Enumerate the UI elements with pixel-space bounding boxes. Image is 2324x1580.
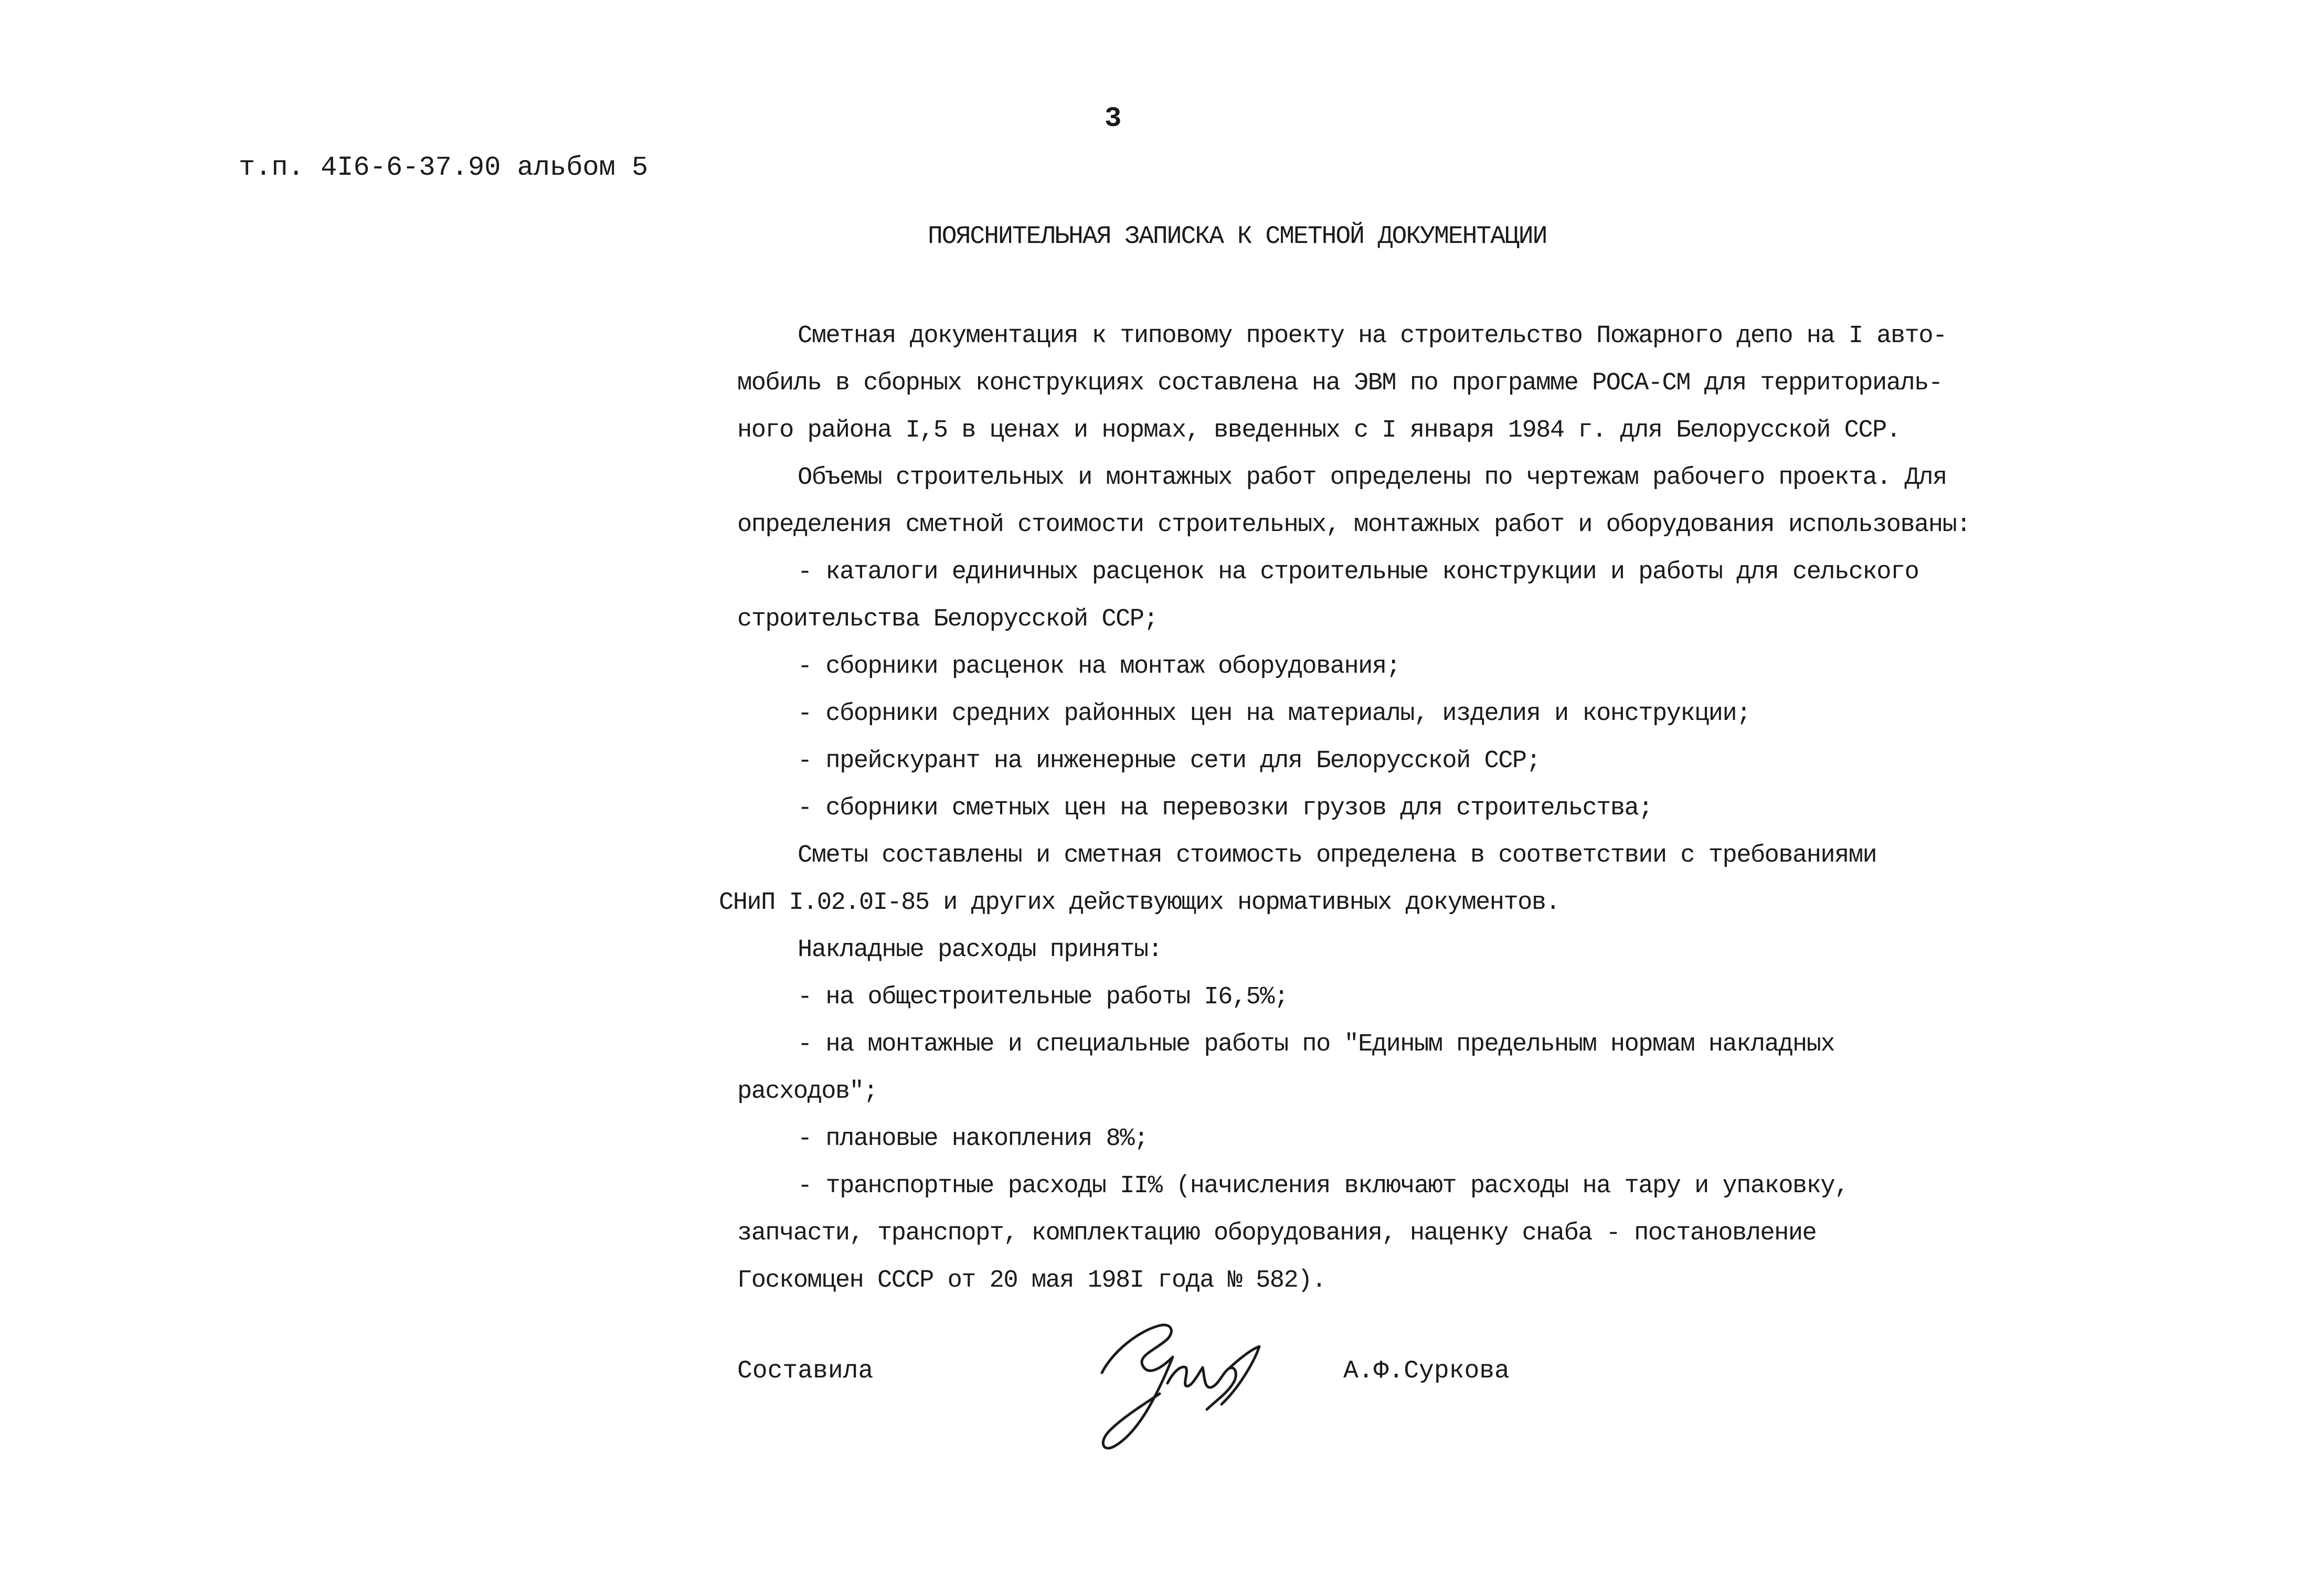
compiled-by-label: Составила	[737, 1357, 874, 1385]
list-item: - сборники средних районных цен на материалы, изделия и конструкции;	[798, 700, 1750, 728]
page-number: 3	[1105, 103, 1122, 135]
list-item-continuation: строительства Белорусской ССР;	[737, 606, 1158, 633]
signer-name: А.Ф.Суркова	[1343, 1357, 1510, 1385]
list-item-continuation: запчасти, транспорт, комплектацию оборудования, наценку снаба - постановление	[737, 1220, 1817, 1247]
paragraph-line: определения сметной стоимости строительных, монтажных работ и оборудования использованы:	[737, 511, 1971, 539]
list-item: - каталоги единичных расценок на строительные конструкции и работы для сельского	[798, 558, 1919, 586]
explanatory-note-body	[719, 313, 2028, 1305]
list-item: - транспортные расходы II% (начисления включают расходы на тару и упаковку,	[798, 1172, 1849, 1200]
signature-block	[737, 1341, 1577, 1478]
paragraph-line: ного района I,5 в ценах и нормах, введенных с I января 1984 г. для Белорусской ССР.	[737, 417, 1901, 444]
paragraph-line: Сметы составлены и сметная стоимость определена в соответствии с требованиями	[798, 842, 1877, 869]
list-item: - сборники расценок на монтаж оборудования;	[798, 653, 1400, 681]
list-item: - на общестроительные работы I6,5%;	[798, 983, 1288, 1011]
handwritten-signature	[1081, 1310, 1270, 1457]
list-item: - плановые накопления 8%;	[798, 1125, 1148, 1153]
paragraph-line: СНиП I.02.0I-85 и других действующих нормативных документов.	[719, 889, 1560, 917]
list-item: - прейскурант на инженерные сети для Белорусской ССР;	[798, 747, 1541, 775]
list-item-continuation: расходов";	[737, 1078, 878, 1106]
paragraph-line: мобиль в сборных конструкциях составлена на ЭВМ по программе РОСА-СМ для территориаль-	[737, 369, 1943, 397]
paragraph-line: Сметная документация к типовому проекту на строительство Пожарного депо на I авто-	[798, 322, 1947, 350]
list-item-continuation: Госкомцен СССР от 20 мая 198I года № 582).	[737, 1267, 1326, 1295]
list-item: - сборники сметных цен на перевозки грузов для строительства;	[798, 794, 1652, 822]
paragraph-line: Накладные расходы приняты:	[798, 936, 1162, 964]
document-title: ПОЯСНИТЕЛЬНАЯ ЗАПИСКА К СМЕТНОЙ ДОКУМЕНТАЦИИ	[928, 222, 1547, 251]
document-reference: т.п. 4I6-6-37.90 альбом 5	[239, 152, 649, 183]
list-item: - на монтажные и специальные работы по "Единым предельным нормам накладных	[798, 1031, 1835, 1058]
paragraph-line: Объемы строительных и монтажных работ определены по чертежам рабочего проекта. Для	[798, 464, 1947, 492]
